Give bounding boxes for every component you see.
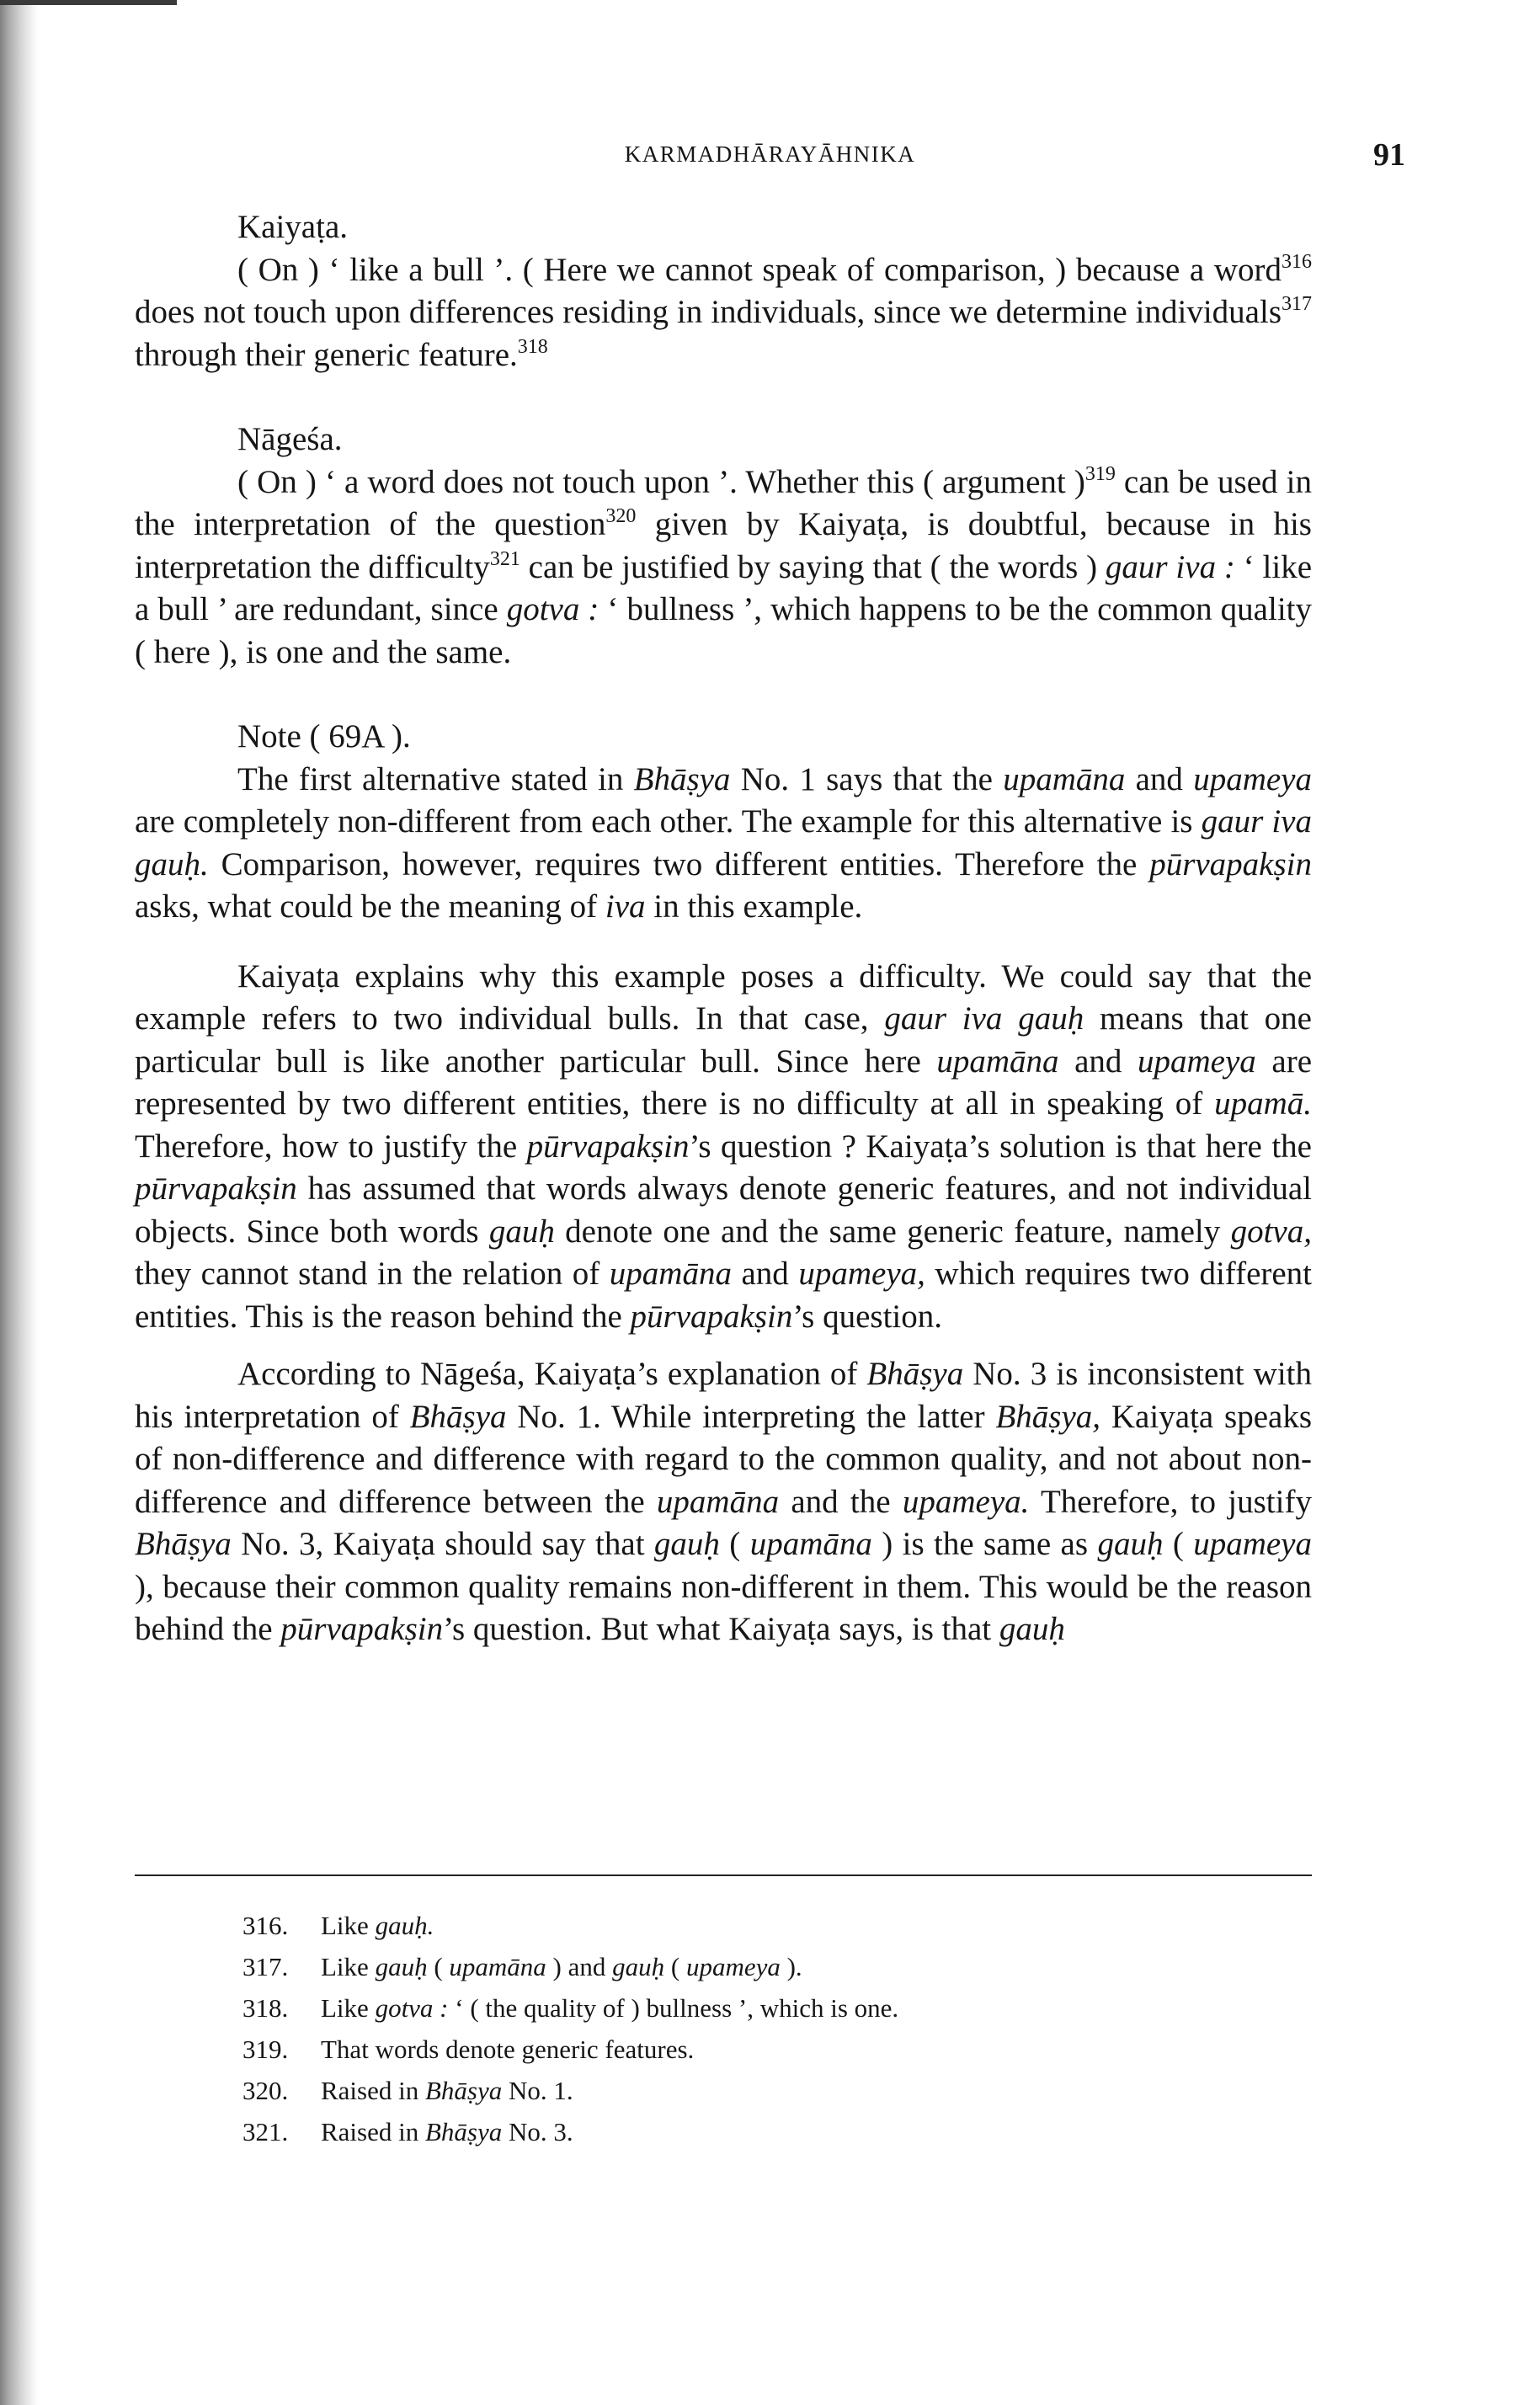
section-heading: Note ( 69A ).	[237, 718, 411, 755]
footnote-number: 320.	[242, 2076, 289, 2105]
footnote-rule	[135, 1874, 1312, 1876]
footnote-number: 316.	[242, 1911, 289, 1940]
section-heading: Kaiyaṭa.	[237, 209, 349, 245]
paragraph: ( On ) ‘ a word does not touch upon ’. Whether this ( argument )$^{319}$ can be used in the interpretation of the question$^{320}$ given by Kaiyaṭa, is doubtful, because in his interpretation the difficulty$^{321}$ can be justified by saying that ( the words ) gaur iva : ‘ like a bull ’ are redundant, since gotva : ‘ bullness ’, which happens to be the common quality ( here ), is one and the same.	[135, 462, 1313, 670]
footnote-text: Raised in Bhāṣya No. 3.	[321, 2117, 573, 2146]
footnotes	[242, 1905, 898, 2152]
footnote-text: Raised in Bhāṣya No. 1.	[321, 2076, 573, 2105]
page-body	[135, 206, 1312, 1651]
footnote-number: 318.	[242, 1993, 289, 2023]
paragraph: Kaiyaṭa explains why this example poses a difficulty. We could say that the example refers to two individual bulls. In that case, gaur iva gauḥ means that one particular bull is like another particular bull. Since here upamāna and upameya are represented by two different entities, there is no difficulty at all in speaking of upamā. Therefore, how to justify the pūrvapakṣin’s question ? Kaiyaṭa’s solution is that here the pūrvapakṣin has assumed that words always denote generic features, and not individual objects. Since both words gauḥ denote one and the same generic feature, namely gotva, they cannot stand in the relation of upamāna and upameya, which requires two different entities. This is the reason behind the pūrvapakṣin’s question.	[135, 957, 1313, 1335]
scan-shadow-edge	[0, 0, 39, 2405]
running-head-title: KARMADHĀRAYĀHNIKA	[624, 141, 916, 167]
paragraph: According to Nāgeśa, Kaiyaṭa’s explanation of Bhāṣya No. 3 is inconsistent with his interpretation of Bhāṣya No. 1. While interpreting the latter Bhāṣya, Kaiyaṭa speaks of non-difference and difference with regard to the common quality, and not about non-difference and difference between the upamāna and the upameya. Therefore, to justify Bhāṣya No. 3, Kaiyaṭa should say that gauḥ ( upamāna ) is the same as gauḥ ( upameya ), because their common quality remains non-different in them. This would be the reason behind the pūrvapakṣin’s question. But what Kaiyaṭa says, is that gauḥ	[135, 1356, 1312, 1647]
footnote-text: That words denote generic features.	[321, 2034, 695, 2064]
footnote-text: Like gauḥ.	[321, 1911, 434, 1940]
footnote-text: Like gauḥ ( upamāna ) and gauḥ ( upameya ).	[321, 1952, 802, 1981]
footnote	[242, 1946, 898, 1987]
footnote	[242, 2111, 898, 2152]
running-header	[135, 136, 1405, 173]
footnote-text: Like gotva : ‘ ( the quality of ) bullness ’, which is one.	[321, 1993, 899, 2023]
scan-corner-mark	[0, 0, 177, 5]
footnote-number: 319.	[242, 2034, 289, 2064]
footnote	[242, 1987, 898, 2029]
footnote-number: 317.	[242, 1952, 289, 1981]
paragraph: ( On ) ‘ like a bull ’. ( Here we cannot speak of comparison, ) because a word$^{316}$ does not touch upon differences residing in individuals, since we determine individuals$^{317}$ through their generic feature.$^{318}$	[135, 250, 1312, 373]
footnote-number: 321.	[242, 2117, 289, 2146]
footnote	[242, 2029, 898, 2070]
section-heading: Nāgeśa.	[237, 421, 343, 457]
footnote	[242, 1905, 898, 1946]
page-number: 91	[1373, 137, 1405, 173]
footnote	[242, 2070, 898, 2111]
paragraph: The first alternative stated in Bhāṣya No. 1 says that the upamāna and upameya are completely non-different from each other. The example for this alternative is gaur iva gauḥ. Comparison, however, requires two different entities. Therefore the pūrvapakṣin asks, what could be the meaning of iva in this example.	[135, 760, 1312, 925]
